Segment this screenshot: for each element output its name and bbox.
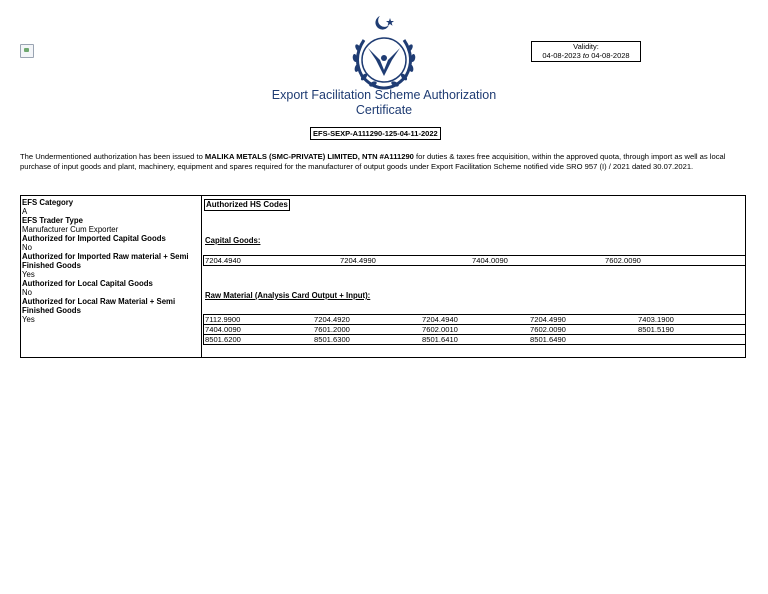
validity-from: 04-08-2023	[542, 51, 581, 60]
hs-code-row	[204, 256, 745, 265]
title-line-1: Export Facilitation Scheme Authorization	[271, 88, 497, 102]
hs-code-cell: 8501.6200	[205, 335, 241, 344]
hs-code-row	[204, 334, 745, 344]
hs-code-cell: 8501.6410	[422, 335, 458, 344]
hs-code-cell: 7204.4940	[205, 256, 241, 265]
raw-material-heading: Raw Material (Analysis Card Output + Input):	[205, 291, 371, 300]
detail-value: No	[22, 288, 32, 297]
hs-code-cell: 7204.4990	[530, 315, 566, 324]
hs-code-cell: 8501.6300	[314, 335, 350, 344]
intro-company: MALIKA METALS (SMC-PRIVATE) LIMITED, NTN #A111290	[204, 152, 414, 161]
validity-label: Validity:	[573, 42, 599, 51]
hs-code-cell: 7404.0090	[472, 256, 508, 265]
hs-code-cell: 7602.0010	[422, 325, 458, 334]
intro-paragraph	[20, 152, 750, 171]
hs-code-cell: 7601.2000	[314, 325, 350, 334]
certificate-title	[230, 88, 538, 118]
hs-code-cell: 8501.5190	[638, 325, 674, 334]
intro-part-1: The Undermentioned authorization has been issued to	[20, 152, 205, 161]
hs-code-cell: 7204.4990	[340, 256, 376, 265]
hs-code-cell: 7403.1900	[638, 315, 674, 324]
hs-codes-column	[203, 196, 745, 357]
certificate-number: EFS-SEXP-A111290-125-04-11-2022	[310, 127, 441, 140]
hs-code-row	[204, 324, 745, 334]
authorization-table	[20, 195, 746, 358]
detail-value: Manufacturer Cum Exporter	[22, 225, 119, 234]
validity-box	[531, 41, 641, 62]
detail-label: Authorized for Imported Raw material + Semi Finished Goods	[22, 252, 189, 270]
detail-value: A	[22, 207, 28, 216]
hs-code-cell: 7404.0090	[205, 325, 241, 334]
validity-to: 04-08-2028	[591, 51, 630, 60]
government-eagle-emblem	[344, 14, 424, 90]
detail-label: Authorized for Local Capital Goods	[22, 279, 153, 288]
detail-label: EFS Category	[22, 198, 74, 207]
validity-dates	[532, 51, 640, 60]
hs-code-cell: 7204.4940	[422, 315, 458, 324]
detail-label: Authorized for Local Raw Material + Semi Finished Goods	[22, 297, 176, 315]
validity-to-word: to	[582, 51, 590, 60]
capital-goods-heading: Capital Goods:	[205, 236, 261, 245]
detail-label: Authorized for Imported Capital Goods	[22, 234, 166, 243]
details-column	[21, 196, 202, 357]
hs-codes-heading: Authorized HS Codes	[206, 200, 288, 209]
title-line-2: Certificate	[355, 103, 413, 117]
detail-label: EFS Trader Type	[22, 216, 83, 225]
hs-code-cell: 7602.0090	[530, 325, 566, 334]
intro-part-2: for duties & taxes free acquisition, within the approved quota, through import as well as local purchase of input goods and plant, machinery, equipment and spares required for the manufacturer of output goods under Export Facilitation Scheme notified vide SRO 957 (I) / 2021 dated 30.07.2021.	[20, 152, 726, 171]
hs-code-cell: 7112.9900	[205, 315, 241, 324]
hs-code-cell: 8501.6490	[530, 335, 566, 344]
detail-value: Yes	[22, 270, 35, 279]
capital-goods-grid	[203, 255, 746, 266]
raw-material-grid	[203, 314, 746, 345]
detail-value: Yes	[22, 315, 35, 324]
hs-code-cell: 7204.4920	[314, 315, 350, 324]
broken-image-icon	[20, 44, 34, 58]
hs-code-cell: 7602.0090	[605, 256, 641, 265]
detail-value: No	[22, 243, 32, 252]
hs-code-row	[204, 315, 745, 324]
